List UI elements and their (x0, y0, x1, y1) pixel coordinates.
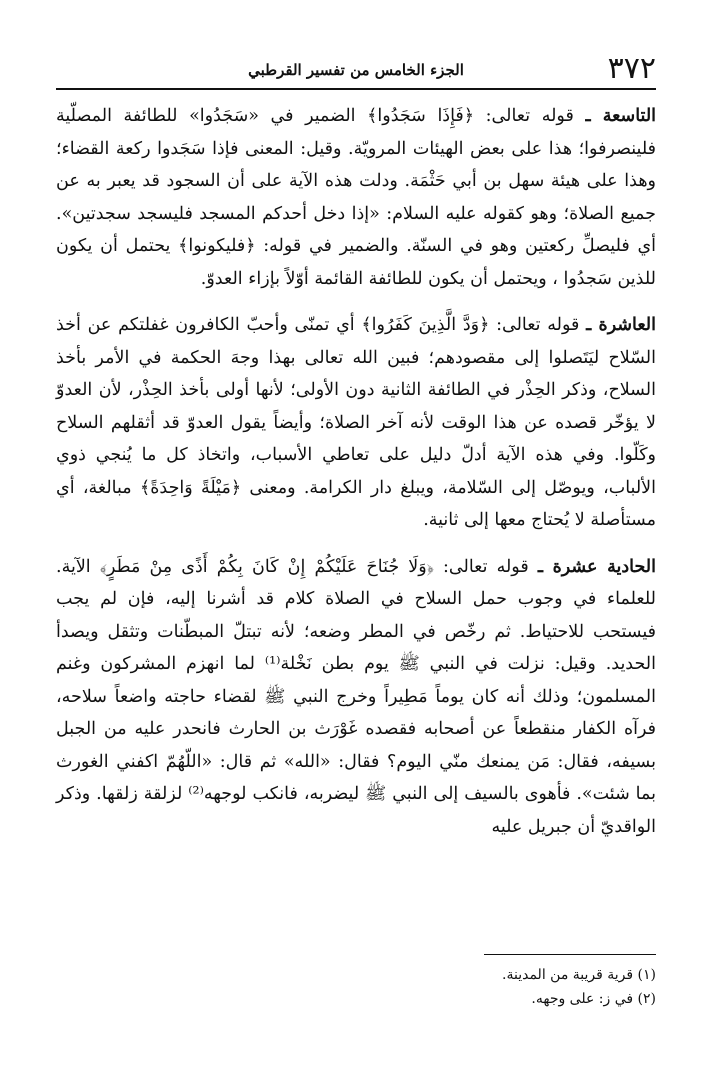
body-text (56, 100, 656, 843)
footnote-2: (٢) في ز: على وجهه. (531, 991, 656, 1007)
paragraph-heading: الحادية عشرة ـ (537, 556, 656, 577)
running-title: الجزء الخامس من تفسير القرطبي (248, 61, 464, 79)
paragraph-heading: التاسعة ـ (585, 106, 657, 126)
paragraph-tenth (56, 309, 656, 537)
page-header (56, 52, 656, 90)
paragraph-text: قوله تعالى: ﴿وَدَّ الَّذِينَ كَفَرُوا﴾ أي تمنّى وأحبّ الكافرون غفلتكم عن أخذ السّلاح ليَتَصلوا إلى مقصودهم؛ فبين الله تعالى بهذا وجهَ الحكمة في الأمر بأخذ السلاح، وذكر الحِذْر في الطائفة الثانية دون الأولى؛ لأنها أولى بأخذ الحِذْر، لأن العدوّ لا يؤخّر قصده عن هذا الوقت لأنه آخر الصلاة؛ وأيضاً يقول العدوّ قد أثقلهم السلاح وكَلّوا. وفي هذه الآية أدلّ دليل على تعاطي الأسباب، واتخاذ كل ما يُنجي ذوي الألباب، ويوصّل إلى السّلامة، ويبلغ دار الكرامة. ومعنى ﴿مَيْلَةً وَاحِدَةً﴾ مبالغة، أي مستأصلة لا يُحتاج معها إلى ثانية. (56, 315, 656, 530)
footnote-divider (484, 954, 656, 955)
footnotes (56, 954, 656, 1011)
paragraph-text: قوله تعالى: ﴿وَلَا جُنَاحَ عَلَيْكُمْ إِنْ كَانَ بِكُمْ أَذًى مِنْ مَطَرٍ﴾ الآية. للعلماء في وجوب حمل السلاح في الصلاة كلام قد أشرنا إليه، فإن لم يجب فيستحب للاحتياط. ثم رخّص في المطر وضعه؛ لأنه تبتلّ المبطّنات وتثقل ويصدأ الحديد. وقيل: نزلت في النبي ﷺ يوم بطن نَخْلة⁽¹⁾ لما انهزم المشركون وغنم المسلمون؛ وذلك أنه كان يوماً مَطِيراً وخرج النبي ﷺ لقضاء حاجته واضعاً سلاحه، فرآه الكفار منقطعاً عن أصحابه فقصده غَوْرَث بن الحارث فانحدر عليه من الجبل بسيفه، فقال: مَن يمنعك منّي اليوم؟ فقال: «الله» ثم قال: «اللّهُمّ اكفني الغورث بما شئت». فأهوى بالسيف إلى النبي ﷺ ليضربه، فانكب لوجهه⁽²⁾ لزلقة زلقها. وذكر الواقديّ أن جبريل عليه (56, 556, 657, 837)
paragraph-eleventh (56, 551, 656, 844)
paragraph-heading: العاشرة ـ (586, 315, 656, 335)
paragraph-text: قوله تعالى: ﴿فَإِذَا سَجَدُوا﴾ الضمير في «سَجَدُوا» للطائفة المصلّية فلينصرفوا؛ هذا على بعض الهيئات المرويّة. وقيل: المعنى فإذا سَجَدوا ركعة القضاء؛ وهذا على هيئة سهل بن أبي حَثْمَة. ودلت هذه الآية على أن السجود قد يعبر به عن جميع الصلاة؛ وهو كقوله عليه السلام: «إذا دخل أحدكم المسجد فليسجد سجدتين». أي فليصلِّ ركعتين وهو في السنّة. والضمير في قوله: ﴿فليكونوا﴾ يحتمل أن يكون للذين سَجدُوا ، ويحتمل أن يكون للطائفة القائمة أوّلاً بإزاء العدوّ. (56, 106, 656, 289)
book-page (56, 52, 656, 1062)
paragraph-ninth (56, 100, 656, 295)
footnote-1: (١) قرية قريبة من المدينة. (502, 967, 656, 983)
page-number: ٣٧٢ (607, 51, 656, 86)
